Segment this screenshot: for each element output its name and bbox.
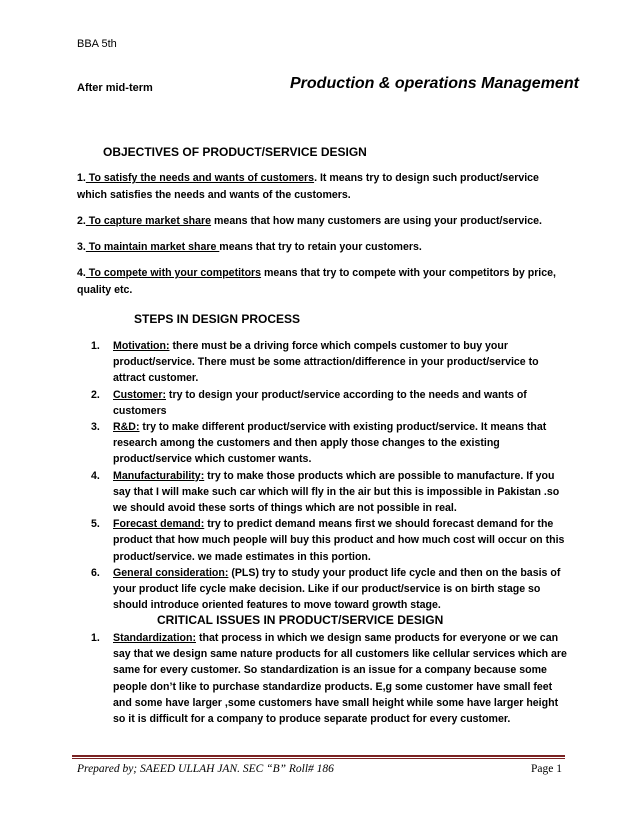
step-term: General consideration: [113,566,229,579]
step-term: Forecast demand: [113,518,205,531]
issues-list [77,630,567,727]
list-item [77,468,567,517]
footer-prepared-by: Prepared by; SAEED ULLAH JAN. SEC “B” Roll# 186 [77,763,334,775]
objective-item-4 [77,265,567,299]
objective-number: 2. [77,215,86,227]
list-number: 3. [91,421,100,434]
footer-rule-thin [72,758,565,759]
step-text: (PLS) try to study your product life cycle and then on the basis of your product life cycle make decision. Like if our product/service is on birth stage so should introduce oriented features to move toward growth stage. [113,566,561,612]
steps-heading: STEPS IN DESIGN PROCESS [134,312,301,326]
list-item [77,630,567,727]
objectives-heading: OBJECTIVES OF PRODUCT/SERVICE DESIGN [103,145,367,159]
objective-item-3 [77,239,567,256]
issue-term: Standardization: [113,632,196,644]
objective-number: 3. [77,241,86,253]
list-number: 4. [91,469,100,482]
critical-issues-heading: CRITICAL ISSUES IN PRODUCT/SERVICE DESIGN [157,613,444,627]
page-number: Page 1 [531,763,562,775]
list-number: 5. [91,518,100,531]
objective-term: To capture market share [85,215,212,227]
footer-rule-thick [72,755,565,757]
step-text: try to make those products which are possible to manufacture. If you say that I will make such car which will fly in the air but this is impossible in Pakistan .so we should avoid these sorts of things which are not possible in real. [113,469,560,515]
step-term: R&D: [113,421,140,434]
objective-term: To maintain market share [85,241,220,253]
step-text: try to predict demand means first we should forecast demand for the product that how much people will buy this product and how much cost will occur on this product/service. we made estimates in this portion. [113,518,565,563]
step-term: Customer: [113,388,166,401]
step-term: Manufacturability: [113,469,205,482]
list-number: 1. [91,340,100,352]
objective-number: 4. [77,267,86,279]
list-number: 6. [91,566,100,579]
objective-item-2 [77,213,567,230]
course-label: BBA 5th [77,38,117,50]
objective-text: means that try to retain your customers. [219,241,422,253]
objective-text: . It means try to design such product/service which satisfies the needs and wants of the customers. [77,172,539,202]
issue-text: that process in which we design same products for everyone or we can say that we design same nature products for all customers like cellular services which are same for every customer. So standardization is an issue for a company because some people don’t like to purchase standardize products. E,g some customer have small feet and some have larger ,some customers have small height while some have larger height so it is difficult for a company to produce separate product for every customer. [113,632,567,726]
after-midterm-label: After mid-term [77,82,153,94]
document-title: Production & operations Management [290,75,579,92]
list-item [77,419,567,468]
objective-term: To compete with your competitors [85,267,262,279]
list-item [77,387,567,419]
list-item [77,338,567,387]
list-number: 1. [91,632,100,644]
step-text: there must be a driving force which compels customer to buy your product/service. There must be some attraction/difference in your product/service to attract customer. [113,340,539,385]
objective-item-1 [77,170,567,204]
step-text: try to design your product/service according to the needs and wants of customers [113,388,527,417]
step-term: Motivation: [113,340,170,352]
objective-text: means that try to compete with your competitors by price, quality etc. [77,267,556,297]
objective-term: To satisfy the needs and wants of customers [85,172,315,184]
list-number: 2. [91,388,100,401]
list-item [77,565,567,614]
objective-number: 1. [77,172,86,184]
list-item [77,516,567,565]
objective-text: means that how many customers are using your product/service. [211,215,542,227]
steps-list [77,338,567,613]
step-text: try to make different product/service with existing product/service. It means that research among the customers and then apply those changes to the existing product/service which customer wants. [113,421,547,466]
